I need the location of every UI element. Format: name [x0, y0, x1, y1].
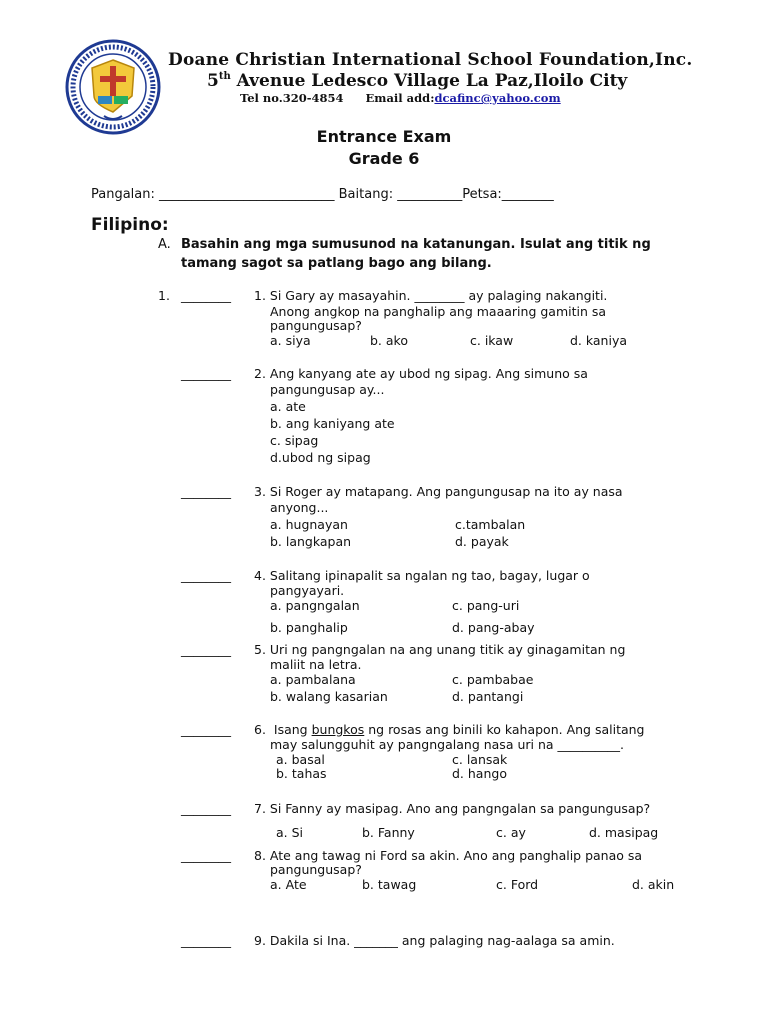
- answer-option: a. pangngalan: [270, 598, 360, 613]
- instruction-letter: A.: [158, 237, 171, 252]
- answer-option: d. pang-abay: [452, 620, 535, 635]
- question-text: 7. Si Fanny ay masipag. Ano ang pangngalan sa pangungusap?: [254, 801, 651, 816]
- question-text: 4. Salitang ipinapalit sa ngalan ng tao, bagay, lugar o: [254, 568, 590, 583]
- exam-grade: Grade 6: [348, 149, 420, 168]
- question-text: 8. Ate ang tawag ni Ford sa akin. Ano ang panghalip panao sa: [254, 848, 643, 863]
- answer-option: a. pambalana: [270, 672, 356, 687]
- answer-option: b. panghalip: [270, 620, 348, 635]
- student-info-line: Pangalan: ___________________________ Baitang: __________Petsa:________: [91, 187, 554, 202]
- answer-option: d. akin: [632, 877, 675, 892]
- answer-option: a. Ate: [270, 877, 307, 892]
- answer-option: d. hango: [452, 766, 507, 781]
- answer-option: b. walang kasarian: [270, 689, 388, 704]
- question-text-cont: anyong...: [270, 500, 329, 515]
- question-text: 6. Isang bungkos ng rosas ang binili ko kahapon. Ang salitang: [254, 722, 645, 737]
- answer-option: b. ako: [370, 333, 408, 348]
- answer-blank: ________: [181, 366, 231, 381]
- answer-option: d. payak: [455, 534, 509, 549]
- school-contact: [240, 91, 561, 105]
- question-text-cont: pangungusap?: [270, 862, 362, 877]
- answer-option: d. kaniya: [570, 333, 628, 348]
- school-address: 5th Avenue Ledesco Village La Paz,Iloilo City: [207, 71, 628, 91]
- answer-option: a. hugnayan: [270, 517, 348, 532]
- answer-option: d. pantangi: [452, 689, 524, 704]
- answer-option: c. pang-uri: [452, 598, 520, 613]
- question-text: 2. Ang kanyang ate ay ubod ng sipag. Ang simuno sa: [254, 366, 588, 381]
- question-text-cont: Anong angkop na panghalip ang maaaring gamitin sa: [270, 304, 607, 319]
- question-text: 9. Dakila si Ina. _______ ang palaging nag-aalaga sa amin.: [254, 933, 615, 948]
- answer-blank: ________: [181, 848, 231, 863]
- answer-option: b. tahas: [276, 766, 327, 781]
- answer-option: b. Fanny: [362, 825, 415, 840]
- question-text: 3. Si Roger ay matapang. Ang pangungusap na ito ay nasa: [254, 484, 623, 499]
- answer-option: a. Si: [276, 825, 304, 840]
- instruction-line: tamang sagot sa patlang bago ang bilang.: [181, 256, 492, 271]
- answer-option: c. lansak: [452, 752, 508, 767]
- question-text-cont: pangungusap?: [270, 318, 362, 333]
- question-text-cont: maliit na letra.: [270, 657, 362, 672]
- answer-option: c. sipag: [270, 433, 319, 448]
- question-text-cont: pangungusap ay...: [270, 382, 385, 397]
- answer-option: a. ate: [270, 399, 306, 414]
- exam-title: Entrance Exam: [316, 127, 452, 146]
- school-logo: [64, 38, 162, 136]
- answer-option: c. pambabae: [452, 672, 534, 687]
- answer-blank: ________: [181, 484, 231, 499]
- answer-option: c. ay: [496, 825, 526, 840]
- answer-option: a. basal: [276, 752, 325, 767]
- answer-option: c. ikaw: [470, 333, 514, 348]
- answer-blank: ________: [181, 642, 231, 657]
- list-number: 1.: [158, 288, 170, 303]
- email-link[interactable]: dcafinc@yahoo.com: [434, 91, 561, 105]
- answer-blank: ________: [181, 722, 231, 737]
- answer-option: a. siya: [270, 333, 311, 348]
- answer-option: c. Ford: [496, 877, 539, 892]
- answer-option: d. masipag: [589, 825, 659, 840]
- question-text: 1. Si Gary ay masayahin. ________ ay palaging nakangiti.: [254, 288, 608, 303]
- school-name: Doane Christian International School Foundation,Inc.: [168, 50, 693, 70]
- answer-option: b. langkapan: [270, 534, 352, 549]
- answer-blank: ________: [181, 288, 231, 303]
- answer-blank: ________: [181, 801, 231, 816]
- answer-option: b. ang kaniyang ate: [270, 416, 395, 431]
- answer-option: c.tambalan: [455, 517, 526, 532]
- underlined-word: bungkos: [311, 722, 365, 737]
- section-title: Filipino:: [91, 215, 169, 235]
- telephone-number: Tel no.320-4854: [240, 91, 344, 105]
- answer-blank: ________: [181, 933, 231, 948]
- question-text: 5. Uri ng pangngalan na ang unang titik ay ginagamitan ng: [254, 642, 626, 657]
- answer-option: b. tawag: [362, 877, 417, 892]
- question-text-cont: may salungguhit ay pangngalang nasa uri na __________.: [270, 737, 624, 752]
- instruction-line: Basahin ang mga sumusunod na katanungan. Isulat ang titik ng: [181, 237, 651, 252]
- email-label: Email add:: [365, 91, 435, 105]
- answer-option: d.ubod ng sipag: [270, 450, 371, 465]
- answer-blank: ________: [181, 568, 231, 583]
- question-text-cont: pangyayari.: [270, 583, 345, 598]
